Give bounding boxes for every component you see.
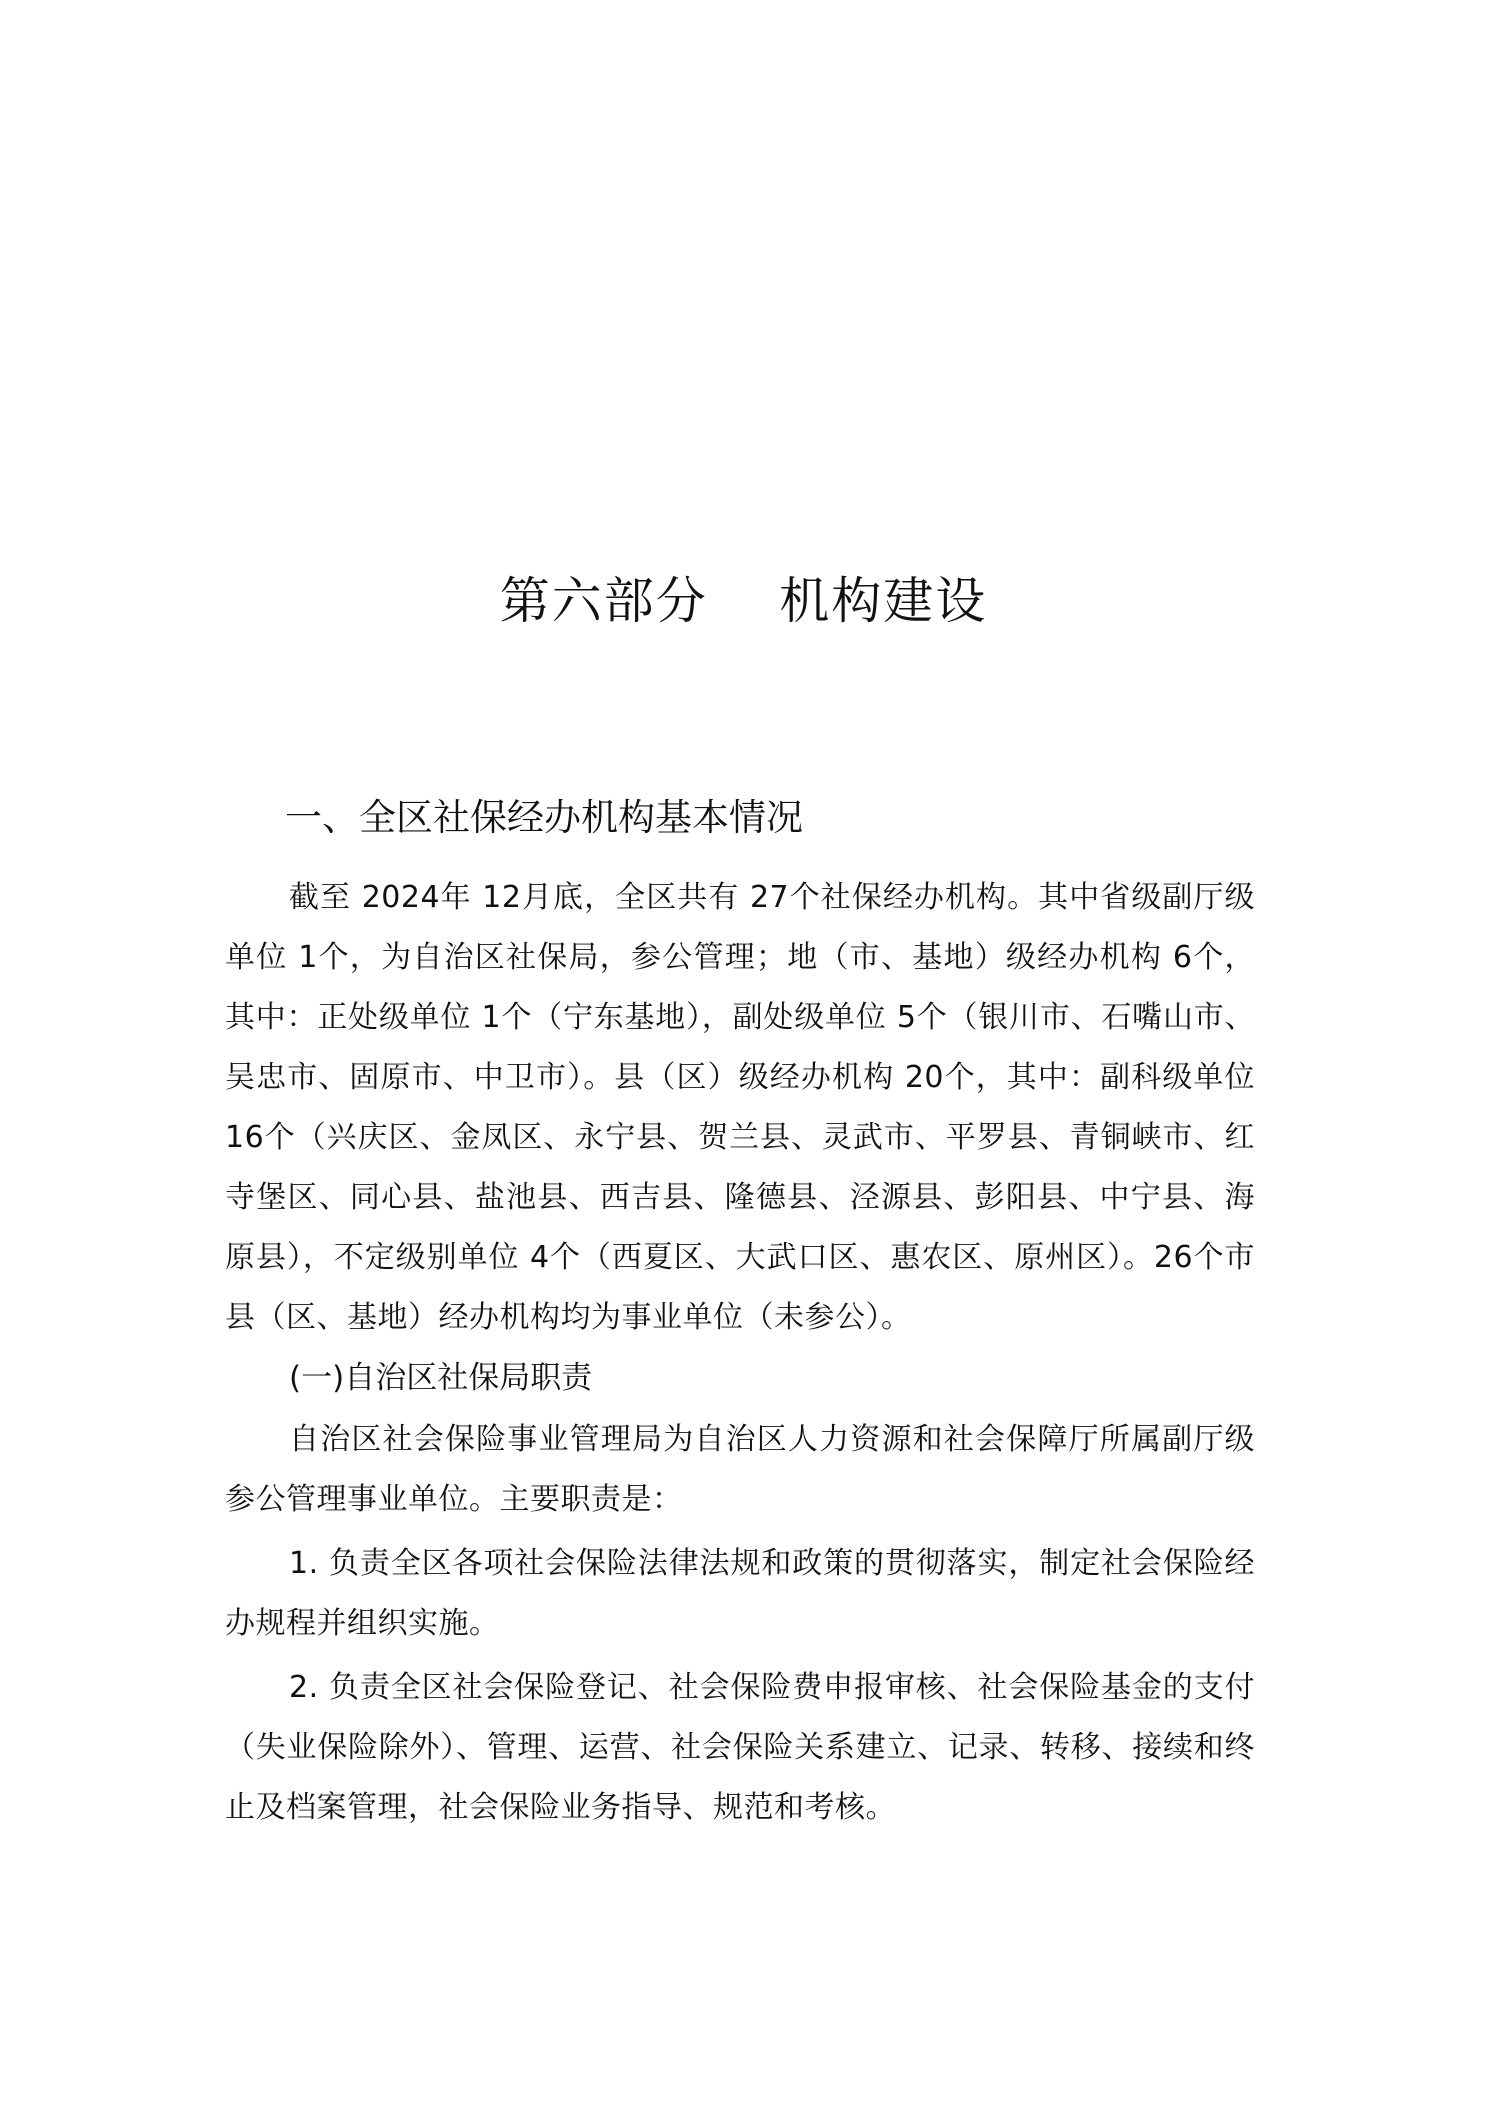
intro-paragraph: 截至 2024年 12月底，全区共有 27个社保经办机构。其中省级副厅级单位 1个，为自治区社保局，参公管理；地（市、基地）级经办机构 6个，其中：正处级单位 1个（宁东基地），副处级单位 5个（银川市、石嘴山市、吴忠市、固原市、中卫市）。县（区）级经办机构 20个，其中：副科级单位 16个（兴庆区、金凤区、永宁县、贺兰县、灵武市、平罗县、青铜峡市、红寺堡区、同心县、盐池县、西吉县、隆德县、泾源县、彭阳县、中宁县、海原县），不定级别单位 4个（西夏区、大武口区、惠农区、原州区）。26个市县（区、基地）经办机构均为事业单位（未参公）。 (225, 880, 1255, 1335)
duty-item-2: 2. 负责全区社会保险登记、社会保险费申报审核、社会保险基金的支付（失业保险除外）、管理、运营、社会保险关系建立、记录、转移、接续和终止及档案管理，社会保险业务指导、规范和考核。 (225, 1670, 1255, 1825)
duty-item-1: 1. 负责全区各项社会保险法律法规和政策的贯彻落实，制定社会保险经办规程并组织实施。 (225, 1546, 1255, 1641)
document-body (225, 790, 1255, 1838)
sub-heading: (一)自治区社保局职责 (289, 1360, 593, 1396)
part-title: 第六部分 机构建设 (499, 572, 988, 630)
duties-description: 自治区社会保险事业管理局为自治区人力资源和社会保障厅所属副厅级参公管理事业单位。主要职责是： (225, 1422, 1255, 1517)
section-heading: 一、全区社保经办机构基本情况 (285, 796, 803, 839)
